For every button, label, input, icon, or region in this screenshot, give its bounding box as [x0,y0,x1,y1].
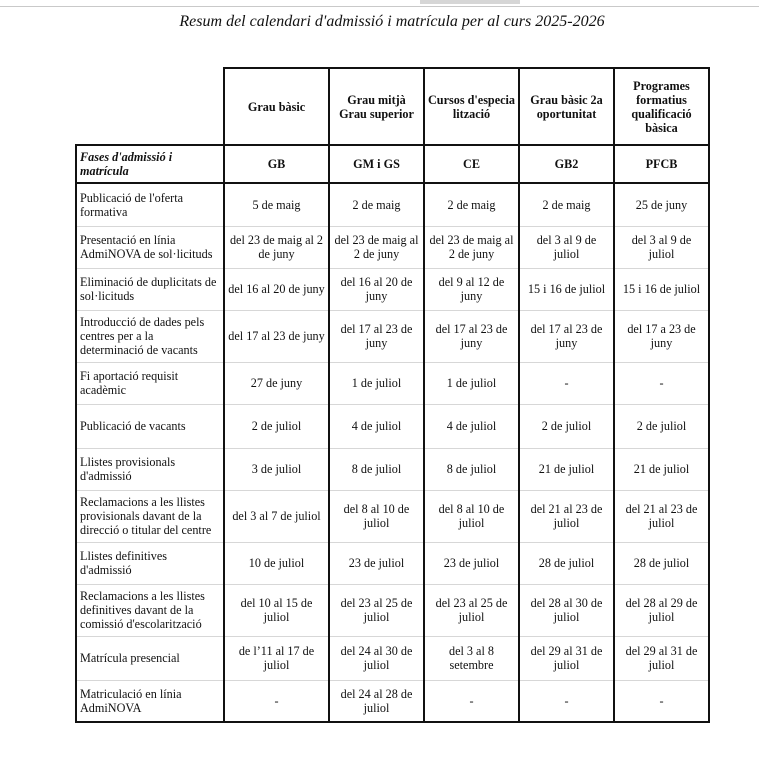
date-cell: 21 de juliol [614,448,709,490]
date-cell: del 8 al 10 de juliol [329,490,424,542]
date-cell: 2 de maig [424,183,519,226]
date-cell: 23 de juliol [424,542,519,584]
date-cell: 28 de juliol [614,542,709,584]
date-cell: del 3 al 7 de juliol [224,490,329,542]
column-code-pfcb: PFCB [614,145,709,183]
viewer-top-edge [0,0,759,7]
header-row-names [76,68,709,145]
date-cell: - [614,362,709,404]
column-header-gb2: Grau bàsic 2a oportunitat [519,68,614,145]
document-title: Resum del calendari d'admissió i matrícula per al curs 2025-2026 [179,13,605,30]
phase-label: Presentació en línia AdmiNOVA de sol·licituds [76,226,224,268]
date-cell: 25 de juny [614,183,709,226]
table-row [76,268,709,310]
table-row [76,404,709,448]
date-cell: del 23 al 25 de juliol [329,584,424,636]
table-row [76,226,709,268]
table-row [76,542,709,584]
date-cell: del 24 al 28 de juliol [329,680,424,722]
table-row [76,183,709,226]
phase-column-header: Fases d'admissió i matrícula [76,145,224,183]
date-cell: de l’11 al 17 de juliol [224,636,329,680]
date-cell: - [424,680,519,722]
date-cell: 4 de juliol [424,404,519,448]
date-cell: del 8 al 10 de juliol [424,490,519,542]
date-cell: 28 de juliol [519,542,614,584]
date-cell: 27 de juny [224,362,329,404]
date-cell: 15 i 16 de juliol [519,268,614,310]
date-cell: 8 de juliol [329,448,424,490]
date-cell: 8 de juliol [424,448,519,490]
column-code-ce: CE [424,145,519,183]
table-row [76,490,709,542]
date-cell: del 28 al 30 de juliol [519,584,614,636]
phase-label: Fi aportació requisit acadèmic [76,362,224,404]
date-cell: 1 de juliol [329,362,424,404]
date-cell: 2 de maig [329,183,424,226]
date-cell: del 3 al 9 de juliol [614,226,709,268]
date-cell: del 23 de maig al 2 de juny [224,226,329,268]
date-cell: del 17 al 23 de juny [329,310,424,362]
date-cell: 23 de juliol [329,542,424,584]
table-row [76,362,709,404]
table-row [76,448,709,490]
date-cell: 2 de maig [519,183,614,226]
date-cell: del 21 al 23 de juliol [519,490,614,542]
date-cell: del 3 al 9 de juliol [519,226,614,268]
date-cell: - [519,680,614,722]
phase-label: Eliminació de duplicitats de sol·licituds [76,268,224,310]
date-cell: del 10 al 15 de juliol [224,584,329,636]
column-code-gm-gs: GM i GS [329,145,424,183]
date-cell: 21 de juliol [519,448,614,490]
phase-label: Reclamacions a les llistes provisionals davant de la direcció o titular del centre [76,490,224,542]
table-row [76,636,709,680]
column-code-gb: GB [224,145,329,183]
date-cell: del 29 al 31 de juliol [519,636,614,680]
phase-label: Publicació de l'oferta formativa [76,183,224,226]
column-header-pfcb: Programes formatius qualificació bàsica [614,68,709,145]
date-cell: del 16 al 20 de juny [329,268,424,310]
phase-label: Matrícula presencial [76,636,224,680]
date-cell: del 17 a 23 de juny [614,310,709,362]
date-cell: del 16 al 20 de juny [224,268,329,310]
admission-calendar-table [75,67,710,723]
table-row [76,680,709,722]
table-row [76,310,709,362]
date-cell: 10 de juliol [224,542,329,584]
date-cell: 4 de juliol [329,404,424,448]
date-cell: 2 de juliol [224,404,329,448]
scroll-indicator[interactable] [420,0,520,4]
date-cell: - [224,680,329,722]
date-cell: del 24 al 30 de juliol [329,636,424,680]
phase-label: Introducció de dades pels centres per a la determinació de vacants [76,310,224,362]
date-cell: 1 de juliol [424,362,519,404]
column-header-gm-gs: Grau mitjà Grau superior [329,68,424,145]
date-cell: del 17 al 23 de juny [519,310,614,362]
date-cell: del 17 al 23 de juny [424,310,519,362]
header-row-codes [76,145,709,183]
column-header-ce: Cursos d'especialització [424,68,519,145]
date-cell: del 23 de maig al 2 de juny [424,226,519,268]
date-cell: del 23 de maig al 2 de juny [329,226,424,268]
empty-corner [76,68,224,145]
date-cell: del 28 al 29 de juliol [614,584,709,636]
date-cell: del 21 al 23 de juliol [614,490,709,542]
column-header-gb: Grau bàsic [224,68,329,145]
date-cell: 2 de juliol [614,404,709,448]
date-cell: 2 de juliol [519,404,614,448]
date-cell: 3 de juliol [224,448,329,490]
phase-label: Matriculació en línia AdmiNOVA [76,680,224,722]
column-code-gb2: GB2 [519,145,614,183]
phase-label: Llistes definitives d'admissió [76,542,224,584]
date-cell: 15 i 16 de juliol [614,268,709,310]
date-cell: del 17 al 23 de juny [224,310,329,362]
date-cell: del 23 al 25 de juliol [424,584,519,636]
phase-label: Publicació de vacants [76,404,224,448]
date-cell: - [614,680,709,722]
date-cell: del 3 al 8 setembre [424,636,519,680]
date-cell: - [519,362,614,404]
phase-label: Llistes provisionals d'admissió [76,448,224,490]
table-row [76,584,709,636]
date-cell: 5 de maig [224,183,329,226]
date-cell: del 9 al 12 de juny [424,268,519,310]
date-cell: del 29 al 31 de juliol [614,636,709,680]
phase-label: Reclamacions a les llistes definitives davant de la comissió d'escolarització [76,584,224,636]
